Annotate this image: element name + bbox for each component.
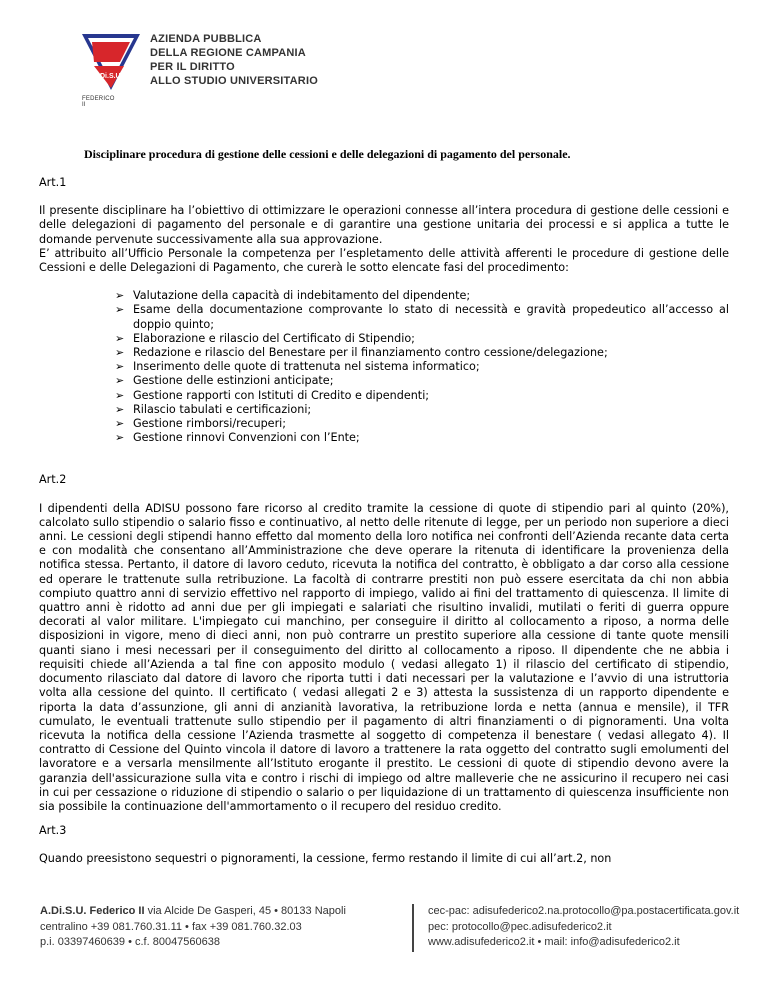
list-item: ➢ Gestione rapporti con Istituti di Credito e dipendenti; — [115, 388, 430, 402]
org-line: DELLA REGIONE CAMPANIA — [150, 47, 306, 59]
list-item: ➢ Inserimento delle quote di trattenuta nel sistema informatico; — [115, 360, 480, 374]
logo-subtitle: FEDERICO II — [82, 96, 115, 108]
arrow-bullet-icon: ➢ — [115, 331, 125, 345]
document-title: Disciplinare procedura di gestione delle cessioni e delle delegazioni di pagamento del personale. — [84, 147, 571, 161]
document-body — [39, 176, 729, 867]
footer-pec: pec: protocollo@pec.adisufederico2.it — [428, 920, 612, 933]
org-line: PER IL DIRITTO — [150, 61, 235, 73]
paragraph: Il presente disciplinare ha l’obiettivo di ottimizzare le operazioni connesse all’intera procedura di gestione delle cessioni e delle delegazioni di pagamento del personale e di garantire una gestione unitaria dei processi e si applica a tutte le domande pervenute successivamente alla sua approvazione. — [39, 204, 729, 246]
footer-address — [40, 904, 346, 951]
list-item: ➢ Esame della documentazione comprovante lo stato di necessità e gravità propedeutico all’accesso al doppio quinto; — [115, 303, 729, 331]
footer — [40, 904, 740, 964]
org-line: ALLO STUDIO UNIVERSITARIO — [150, 75, 318, 87]
org-line: AZIENDA PUBBLICA — [150, 33, 262, 45]
arrow-bullet-icon: ➢ — [115, 388, 125, 402]
list-item: ➢ Valutazione della capacità di indebitamento del dipendente; — [115, 289, 471, 303]
arrow-bullet-icon: ➢ — [115, 431, 125, 445]
article-heading: Art.3 — [39, 824, 67, 838]
arrow-bullet-icon: ➢ — [115, 374, 125, 388]
footer-tax-line: p.i. 03397460639 • c.f. 80047560638 — [40, 936, 221, 948]
footer-phone-line: centralino +39 081.760.31.11 • fax +39 081.760.32.03 — [40, 920, 302, 933]
list-item: ➢ Redazione e rilascio del Benestare per il finanziamento contro cessione/delegazione; — [115, 346, 608, 360]
article-heading: Art.2 — [39, 473, 67, 487]
footer-divider — [412, 904, 414, 952]
list-item: ➢ Gestione delle estinzioni anticipate; — [115, 374, 334, 388]
list-item: ➢ Rilascio tabulati e certificazioni; — [115, 402, 312, 416]
footer-address-line: via Alcide De Gasperi, 45 • 80133 Napoli — [144, 905, 346, 917]
paragraph: Quando preesistono sequestri o pignoramenti, la cessione, fermo restando il limite di cui all’art.2, non — [39, 852, 612, 866]
procedure-list — [39, 289, 729, 445]
list-item: ➢ Gestione rinnovi Convenzioni con l’Ente; — [115, 431, 360, 445]
footer-web-mail: www.adisufederico2.it • mail: info@adisufederico2.it — [428, 936, 680, 948]
arrow-bullet-icon: ➢ — [115, 303, 125, 317]
arrow-bullet-icon: ➢ — [115, 402, 125, 416]
footer-brand: A.Di.S.U. Federico II — [40, 905, 145, 917]
arrow-bullet-icon: ➢ — [115, 360, 125, 374]
organization-name — [150, 32, 318, 88]
paragraph: E’ attribuito all’Ufficio Personale la competenza per l’espletamento delle attività afferenti le procedure di gestione delle Cessioni e delle Delegazioni di Pagamento, che curerà le sotto elencate fasi del procedimento: — [39, 246, 729, 275]
article-heading: Art.1 — [39, 176, 67, 189]
arrow-bullet-icon: ➢ — [115, 289, 125, 303]
paragraph: I dipendenti della ADISU possono fare ricorso al credito tramite la cessione di quote di stipendio pari al quinto (20%), calcolato sullo stipendio o salario fisso e continuativo, al netto delle ritenute di legge, per un periodo non superiore a dieci anni. Le cessioni degli stipendi hanno effetto dal momento della loro notifica nei confronti dell’Azienda recante data certa e con modalità che consentano all’Amministrazione che deve operare la ritenuta di identificare la provenienza della notifica stessa. Pertanto, il datore di lavoro ceduto, ricevuta la notifica del contratto, è obbligato a dar corso alla cessione ed operare le trattenute sulla retribuzione. La facoltà di contrarre prestiti non può essere esercitata da chi non abbia compiuto quattro anni di servizio effettivo nel rapporto di impiego, valido ai fini del trattamento di quiescenza. Il limite di quattro anni è ridotto ad anni due per gli impiegati e salariati che risultino invalidi, mutilati o feriti di guerra oppure decorati al valor militare. L'impiegato cui manchino, per conseguire il diritto al collocamento a riposo, a norma delle disposizioni in vigore, meno di dieci anni, non può contrarre un prestito superiore alla cessione di tante quote mensili quanti siano i mesi necessari per il conseguimento del diritto al collocamento a riposo. Il dipendente che ne abbia i requisiti chiede all’Azienda a tal fine con apposito modulo ( vedasi allegato 1) il rilascio del certificato di stipendio, documento rilasciato dal datore di lavoro che riporta tutti i dati necessari per la valutazione e l’avvio di una istruttoria volta alla cessione del quinto. Il certificato ( vedasi allegati 2 e 3) attesta la sussistenza di un rapporto dipendente e riporta la data d’assunzione, gli anni di anzianità lavorativa, la retribuzione lorda e netta (annua e mensile), il TFR cumulato, le eventuali trattenute sullo stipendio per il pagamento di altri finanziamenti o di pignoramenti. Una volta ricevuta la notifica della cessione l’Azienda trasmette al soggetto di competenza il benestare ( vedasi allegato 4). Il contratto di Cessione del Quinto vincola il datore di lavoro a trattenere la rata oggetto del contratto sugli emolumenti del lavoratore e a versarla mensilmente all’Istituto erogante il prestito. Le cessioni di quote di stipendio devono avere la garanzia dell'assicurazione sulla vita e contro i rischi di impiego od altre malleverie che ne assicurino il recupero nei casi in cui per cessazione o riduzione di stipendio o salario o per liquidazione di un trattamento di quiescenza insufficiente non sia possibile la continuazione dell'ammortamento o il recupero del residuo credito. — [39, 501, 729, 813]
footer-cec-pac: cec-pac: adisufederico2.na.protocollo@pa.postacertificata.gov.it — [428, 905, 740, 917]
list-item: ➢ Elaborazione e rilascio del Certificato di Stipendio; — [115, 331, 415, 345]
adisu-logo — [80, 30, 142, 92]
footer-contacts — [428, 904, 739, 951]
logo-text: Di.S.U. — [100, 73, 123, 80]
arrow-bullet-icon: ➢ — [115, 417, 125, 431]
arrow-bullet-icon: ➢ — [115, 346, 125, 360]
list-item: ➢ Gestione rimborsi/recuperi; — [115, 417, 287, 431]
